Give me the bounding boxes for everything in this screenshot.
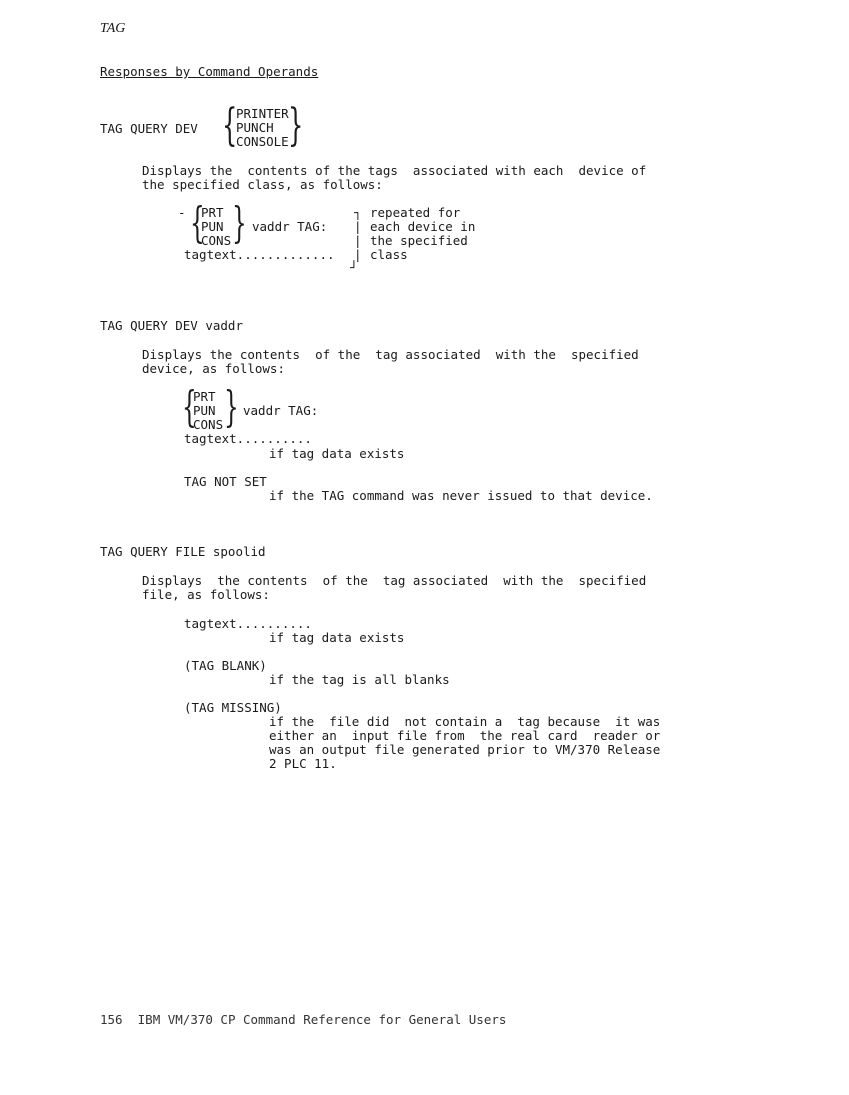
section-heading: Responses by Command Operands — [100, 64, 319, 79]
syntax1-option-punch: PUNCH — [236, 120, 274, 135]
syntax1-response-type-pun: PUN — [201, 219, 224, 234]
syntax1-option-printer: PRINTER — [236, 106, 289, 121]
syntax3-description-line1: Displays the contents of the tag associated with the specified — [142, 573, 647, 588]
syntax1-description-line2: the specified class, as follows: — [142, 177, 383, 192]
syntax2-response-text: tagtext.......... — [184, 431, 312, 446]
syntax1-response-right-brace: } — [232, 198, 247, 247]
page-footer — [100, 1013, 506, 1027]
syntax2-condition-1: if tag data exists — [269, 446, 405, 461]
syntax3-response-text: tagtext.......... — [184, 616, 312, 631]
syntax1-response-field: vaddr TAG: — [252, 219, 328, 234]
syntax1-bracket-bottom: ┘ — [350, 260, 358, 275]
syntax3-condition-3-line1: if the file did not contain a tag because it was — [269, 714, 661, 729]
syntax1-response-text: tagtext............. — [184, 247, 335, 262]
syntax1-left-brace: { — [222, 100, 238, 151]
syntax2-response-type-cons: CONS — [193, 417, 224, 432]
page-number: 156 — [100, 1012, 123, 1027]
syntax2-response-left-brace: { — [182, 382, 197, 431]
syntax1-description-line1: Displays the contents of the tags associated with each device of — [142, 163, 647, 178]
syntax1-command: TAG QUERY DEV — [100, 121, 198, 136]
syntax3-condition-1: if tag data exists — [269, 630, 405, 645]
syntax2-condition-2: if the TAG command was never issued to that device. — [269, 488, 653, 503]
syntax1-response-dash: - — [178, 205, 186, 220]
syntax3-description-line2: file, as follows: — [142, 587, 270, 602]
syntax3-missing-label: (TAG MISSING) — [184, 700, 282, 715]
syntax1-response-left-brace: { — [190, 198, 205, 247]
syntax3-blank-label: (TAG BLANK) — [184, 658, 267, 673]
syntax2-response-field: vaddr TAG: — [243, 403, 319, 418]
syntax1-bracket-top: ┐ — [354, 205, 362, 220]
syntax1-bracket-line: | — [354, 233, 362, 248]
running-head: TAG — [100, 21, 126, 36]
syntax2-command: TAG QUERY DEV vaddr — [100, 318, 243, 333]
syntax2-response-type-prt: PRT — [193, 389, 216, 404]
syntax1-note-line2: each device in — [370, 219, 476, 234]
syntax1-option-console: CONSOLE — [236, 134, 289, 149]
syntax1-response-type-cons: CONS — [201, 233, 232, 248]
syntax2-response-type-pun: PUN — [193, 403, 216, 418]
syntax1-bracket-line: | — [354, 247, 362, 262]
syntax3-condition-3-line4: 2 PLC 11. — [269, 756, 337, 771]
syntax1-bracket-line: | — [354, 219, 362, 234]
syntax1-response-type-prt: PRT — [201, 205, 224, 220]
syntax3-condition-3-line2: either an input file from the real card reader or — [269, 728, 661, 743]
syntax2-description-line1: Displays the contents of the tag associated with the specified — [142, 347, 639, 362]
syntax1-right-brace: } — [288, 100, 304, 151]
syntax1-note-line3: the specified — [370, 233, 468, 248]
publication-title: IBM VM/370 CP Command Reference for General Users — [137, 1012, 507, 1027]
syntax2-not-set: TAG NOT SET — [184, 474, 267, 489]
syntax2-response-right-brace: } — [224, 382, 239, 431]
syntax3-condition-3-line3: was an output file generated prior to VM/370 Release — [269, 742, 661, 757]
syntax1-note-line1: repeated for — [370, 205, 461, 220]
syntax2-description-line2: device, as follows: — [142, 361, 285, 376]
syntax3-command: TAG QUERY FILE spoolid — [100, 544, 266, 559]
syntax3-condition-2: if the tag is all blanks — [269, 672, 450, 687]
syntax1-note-line4: class — [370, 247, 408, 262]
